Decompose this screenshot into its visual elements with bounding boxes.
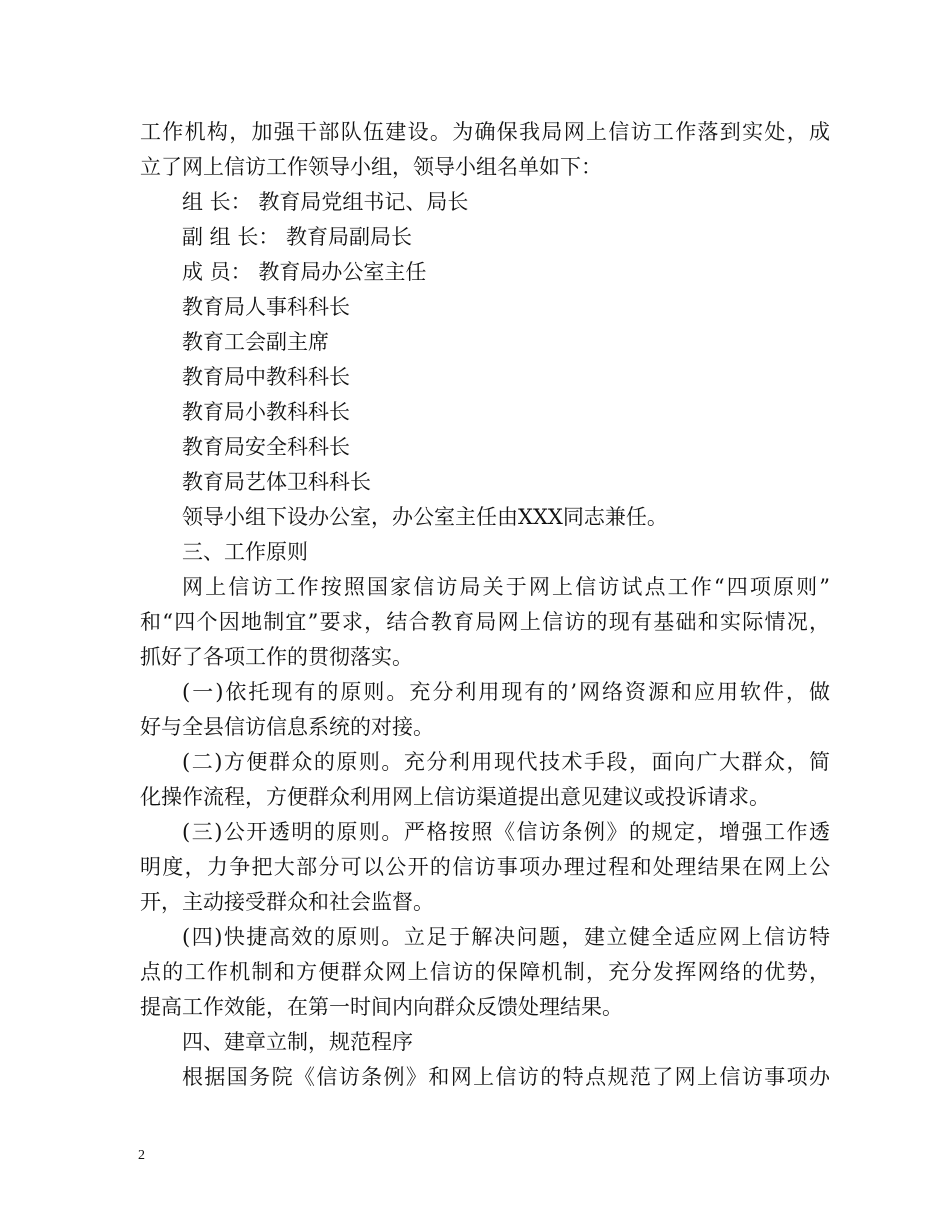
- text-line: 教育局艺体卫科科长: [182, 470, 371, 494]
- text-line: 工作机构，加强干部队伍建设。为确保我局网上信访工作落到实处，成: [140, 120, 830, 144]
- text-line: 抓好了各项工作的贯彻落实。: [140, 645, 413, 669]
- text-line: (三)公开透明的原则。严格按照《信访条例》的规定，增强工作透: [182, 820, 830, 844]
- text-line: 教育局安全科科长: [182, 435, 350, 459]
- text-line: (四)快捷高效的原则。立足于解决问题，建立健全适应网上信访特: [182, 925, 830, 949]
- text-line: 教育局人事科科长: [182, 295, 350, 319]
- text-line: 好与全县信访信息系统的对接。: [140, 715, 434, 739]
- text-line: 组 长： 教育局党组书记、局长: [182, 190, 469, 214]
- text-line: 开，主动接受群众和社会监督。: [140, 890, 434, 914]
- text-line: 成 员： 教育局办公室主任: [182, 260, 427, 284]
- text-line: (一)依托现有的原则。充分利用现有的’网络资源和应用软件，做: [182, 680, 830, 704]
- text-line: 立了网上信访工作领导小组，领导小组名单如下：: [140, 155, 602, 179]
- text-line: 化操作流程，方便群众利用网上信访渠道提出意见建议或投诉请求。: [140, 785, 770, 809]
- text-line: 点的工作机制和方便群众网上信访的保障机制，充分发挥网络的优势，: [140, 960, 830, 984]
- text-line: 和“四个因地制宜”要求，结合教育局网上信访的现有基础和实际情况，: [140, 610, 830, 634]
- text-line: 副 组 长： 教育局副局长: [182, 225, 413, 249]
- text-line: 网上信访工作按照国家信访局关于网上信访试点工作“四项原则”: [182, 575, 830, 599]
- section-heading: 四、建章立制，规范程序: [182, 1030, 413, 1054]
- text-line: 根据国务院《信访条例》和网上信访的特点规范了网上信访事项办: [182, 1065, 830, 1089]
- text-line: 领导小组下设办公室，办公室主任由XXX同志兼任。: [182, 505, 668, 529]
- text-line: (二)方便群众的原则。充分利用现代技术手段，面向广大群众，简: [182, 750, 830, 774]
- text-line: 教育工会副主席: [182, 330, 329, 354]
- section-heading: 三、工作原则: [182, 540, 308, 564]
- text-line: 明度，力争把大部分可以公开的信访事项办理过程和处理结果在网上公: [140, 855, 830, 879]
- text-line: 教育局小教科科长: [182, 400, 350, 424]
- page-number: 2: [138, 1148, 145, 1163]
- text-line: 提高工作效能，在第一时间内向群众反馈处理结果。: [140, 995, 623, 1019]
- body-text: [140, 115, 830, 1095]
- text-line: 教育局中教科科长: [182, 365, 350, 389]
